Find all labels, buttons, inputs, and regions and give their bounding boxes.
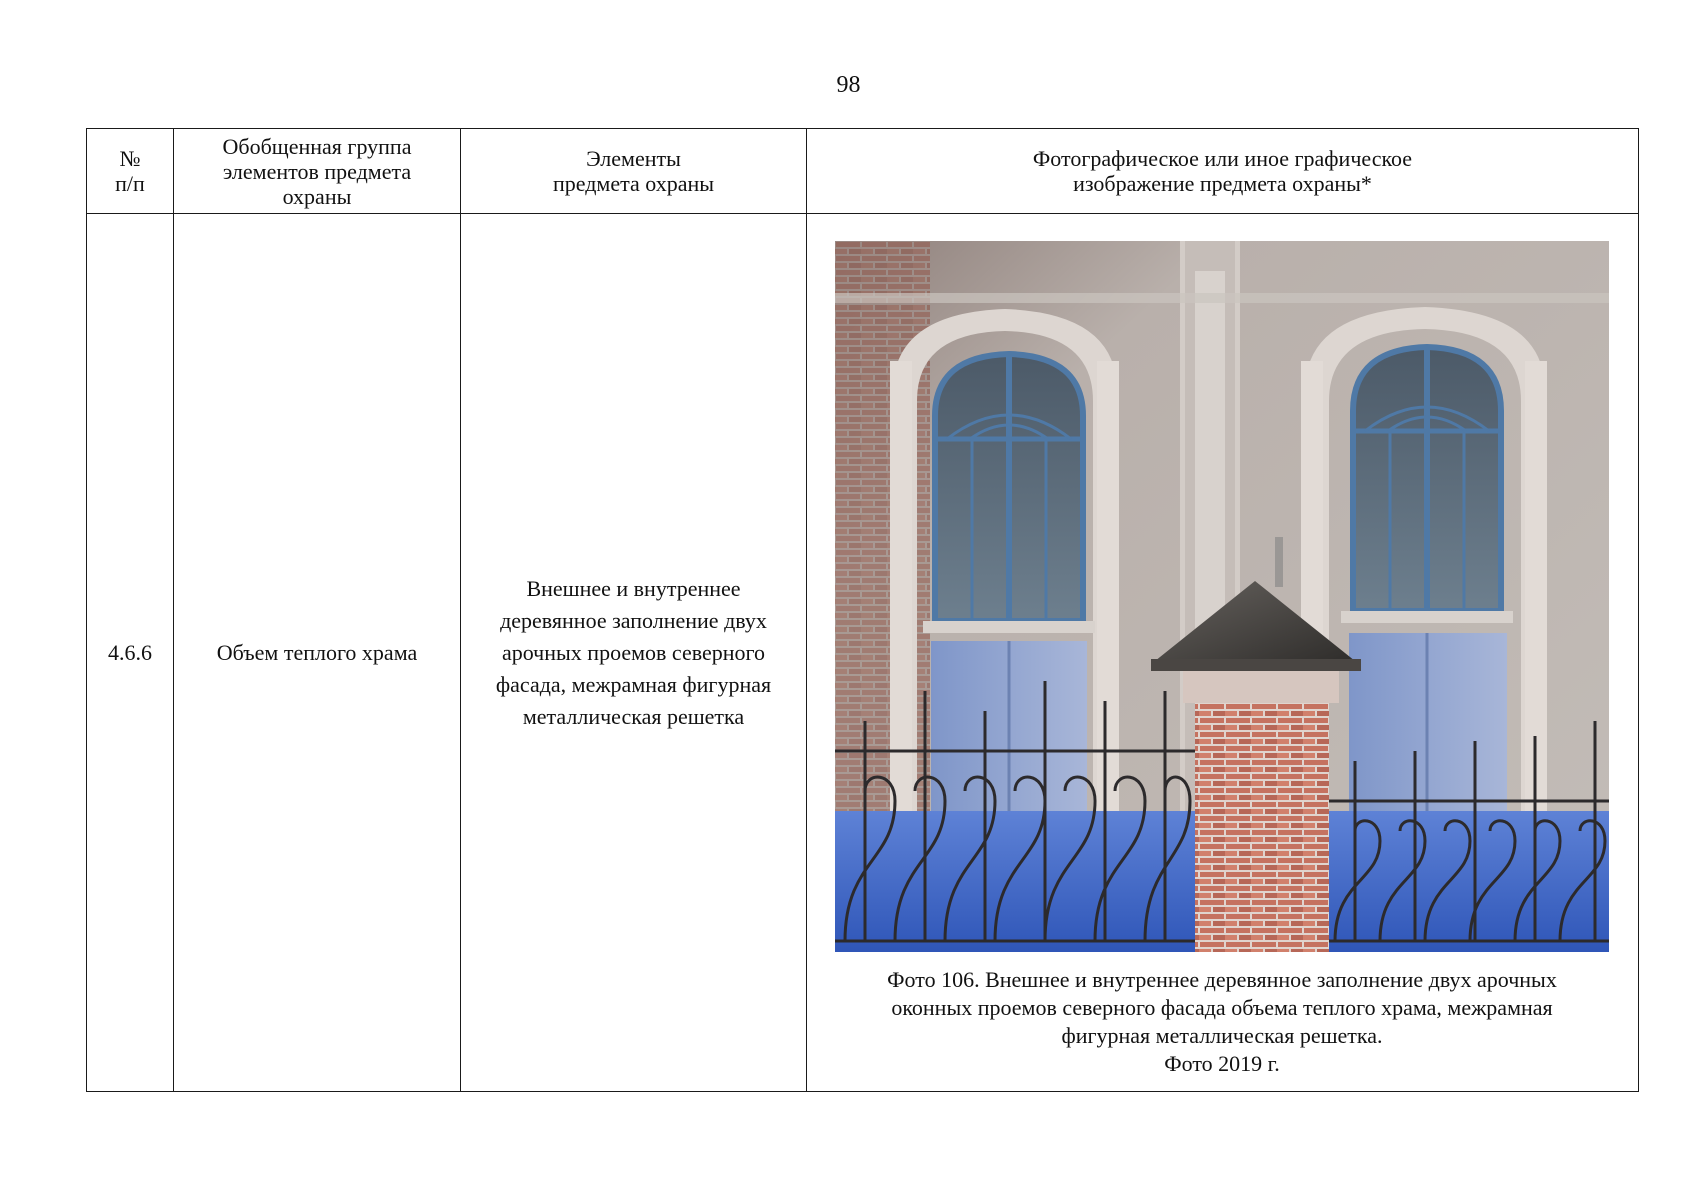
page-number: 98 [836, 72, 861, 98]
header-num-line-1: № [119, 146, 141, 171]
row-elements-line-4: фасада, межрамная фигурная [495, 671, 772, 697]
header-image [807, 129, 1639, 214]
row-elements-text [482, 573, 785, 733]
header-group [174, 129, 461, 214]
row-elements-line-3: арочных проемов северного [501, 639, 765, 665]
photo-caption-line-3: фигурная металлическая решетка. [1061, 1023, 1383, 1048]
protection-table [86, 128, 1639, 1092]
photo-caption-line-1: Фото 106. Внешнее и внутреннее деревянное заполнение двух арочных [887, 967, 1557, 992]
row-elements-line-2: деревянное заполнение двух [500, 607, 767, 633]
table-row [87, 214, 1639, 1092]
row-num: 4.6.6 [87, 214, 174, 1092]
photo-caption-line-2: оконных проемов северного фасада объема теплого храма, межрамная [891, 995, 1553, 1020]
header-elements-line-2: предмета охраны [552, 171, 715, 196]
row-group: Объем теплого храма [174, 214, 461, 1092]
header-group-line-2: элементов предмета [222, 158, 412, 184]
row-photo-cell [807, 214, 1639, 1092]
header-elements [461, 129, 807, 214]
header-group-line-3: охраны [282, 183, 352, 209]
header-num-line-2: п/п [115, 171, 145, 196]
church-facade-photo [835, 241, 1609, 952]
header-elements-line-1: Элементы [586, 146, 681, 171]
row-elements-line-1: Внешнее и внутреннее [526, 575, 741, 601]
header-image-line-1: Фотографическое или иное графическое [1032, 146, 1413, 171]
photo-caption-line-4: Фото 2019 г. [1164, 1051, 1280, 1076]
header-image-line-2: изображение предмета охраны* [1073, 171, 1372, 196]
header-num [87, 129, 174, 214]
church-facade-photo-drawing [835, 241, 1609, 952]
row-elements [461, 214, 807, 1092]
row-elements-line-5: металлическая решетка [522, 703, 745, 729]
header-group-line-1: Обобщенная группа [222, 133, 412, 159]
table-header-row [87, 129, 1639, 214]
photo-caption [807, 966, 1637, 1078]
